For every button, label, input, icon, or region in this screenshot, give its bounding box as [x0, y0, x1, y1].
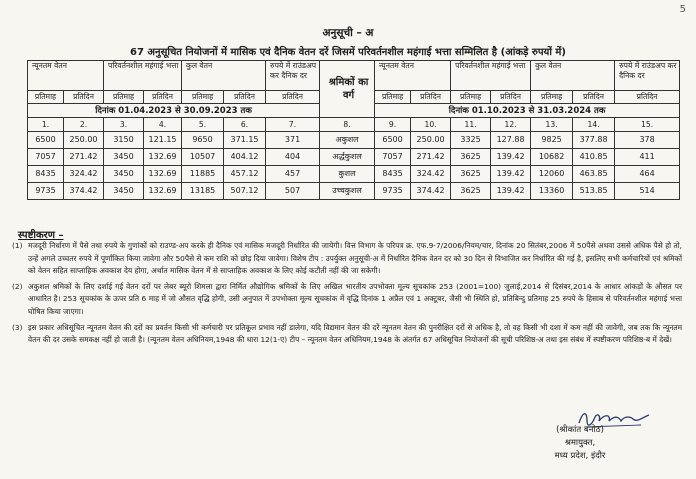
table-cell: 457 [266, 166, 320, 183]
column-number: 5. [182, 118, 224, 132]
header-roundup: रुपये में राउंडअप कर दैनिक दर [266, 61, 320, 91]
table-row [28, 132, 680, 149]
notes-list [12, 240, 682, 350]
signatory-designation: श्रमायुक्त, [564, 438, 596, 448]
column-number: 13. [531, 118, 573, 132]
note-item [12, 240, 682, 278]
table-cell: 378 [615, 132, 680, 149]
table-cell: 374.42 [411, 183, 451, 200]
table-cell: 404.12 [224, 149, 266, 166]
table-cell: 139.42 [491, 149, 531, 166]
header-min-wage: न्यूनतम वेतन [28, 61, 104, 91]
table-cell: 513.85 [573, 183, 615, 200]
period-second-half: दिनांक 01.10.2023 से 31.03.2024 तक [375, 104, 680, 118]
table-cell: 371.15 [224, 132, 266, 149]
table-cell: 411 [615, 149, 680, 166]
note-text: मजदूरी निर्धारण में पैसे तथा रुपये के गुणांकों को राउण्ड-अप करके ही दैनिक एवं मासिक मजदूरी निर्धारित की जायेगी। वित्त विभाग के परिपत्र क्र. एफ.9-7/2006/नियम/चार, दिनांक 20 सितंबर,2006 में 50पैसे अथवा उससे अधिक पैसे हो तो, उन्हें अगले उच्चतर रुपये में पूर्णांकित किया जावेगा और 50पैसे से कम राशि को छोड़ दिया जावेगा। विशेष टीप : उपर्युक्त अनुसूची-अ में निर्धारित दैनिक वेतन दर को 30 दिन से विभाजित कर निर्धारित की गई है, इसलिए सभी कर्मचारियों एवं श्रमिकों को वेतन सहित साप्ताहिक अवकाश देय होगा, अर्थात मासिक वेतन में से साप्ताहिक अवकाश के लिए कोई कटौती नहीं की जा सकेगी। [28, 241, 682, 276]
worker-category-cell: अर्द्धकुशल [320, 149, 375, 166]
table-cell: 374.42 [64, 183, 104, 200]
note-text: इस प्रकार अधिसूचित न्यूनतम वेतन की दरों का प्रवर्तन किसी भी कर्मचारी पर प्रतिकूल प्रभाव नहीं डालेगा, यदि विद्यमान वेतन की दरें न्यूनतम वेतन की पुनरीक्षित दरों से अधिक है, तो वह किसी भी दशा में कम नहीं की जावेगी, जब तक कि न्यूनतम वेतन की दर उसके समकक्ष नहीं हो जाती है। (न्यूनतम वेतन अधिनियम,1948 की धारा 12(1-ए) टीप – न्यूनतम वेतन अधिनियम,1948 के अंतर्गत 67 अधिसूचित नियोजनों की सूची परिशिष्ठ-अ तथा इस संबंध में स्पष्टीकरण परिशिष्ठ-ब में देखें। [28, 322, 682, 345]
table-cell: 324.42 [64, 166, 104, 183]
column-number: 2. [64, 118, 104, 132]
table-cell: 3450 [104, 166, 144, 183]
unit-per-month: प्रतिमाह [451, 91, 491, 104]
period-first-half: दिनांक 01.04.2023 से 30.09.2023 तक [28, 104, 320, 118]
unit-per-day: प्रतिदिन [411, 91, 451, 104]
table-cell: 7057 [375, 149, 411, 166]
table-cell: 9825 [531, 132, 573, 149]
table-row [28, 166, 680, 183]
column-number-row [28, 118, 680, 132]
table-cell: 271.42 [64, 149, 104, 166]
unit-per-month: प्रतिमाह [104, 91, 144, 104]
table-cell: 121.15 [144, 132, 182, 149]
schedule-subtitle: 67 अनुसूचित नियोजनों में मासिक एवं दैनिक वेतन दरें जिसमें परिवर्तनशील महंगाई भत्ता सम्मिलित है (आंकड़े रुपयों में) [130, 47, 566, 58]
wage-table-body [28, 132, 680, 200]
wage-table [27, 60, 680, 200]
note-number: (1) [12, 241, 23, 250]
column-number: 7. [266, 118, 320, 132]
unit-per-day: प्रतिदिन [64, 91, 104, 104]
header-total: कुल वेतन [182, 61, 266, 91]
unit-per-day: प्रतिदिन [491, 91, 531, 104]
unit-per-day: प्रतिदिन [615, 91, 680, 104]
table-cell: 250.00 [411, 132, 451, 149]
table-cell: 132.69 [144, 166, 182, 183]
column-number: 12. [491, 118, 531, 132]
table-cell: 139.42 [491, 166, 531, 183]
column-number: 4. [144, 118, 182, 132]
worker-category-cell: कुशल [320, 166, 375, 183]
table-cell: 6500 [28, 132, 64, 149]
table-cell: 132.69 [144, 183, 182, 200]
note-number: (2) [12, 281, 23, 291]
table-cell: 8435 [28, 166, 64, 183]
table-cell: 8435 [375, 166, 411, 183]
header-roundup-2: रुपये में राउंडअप कर दैनिक दर [615, 61, 680, 91]
signatory-block [470, 424, 690, 463]
table-cell: 6500 [375, 132, 411, 149]
table-cell: 250.00 [64, 132, 104, 149]
header-total-2: कुल वेतन [531, 61, 615, 91]
column-number: 10. [411, 118, 451, 132]
table-cell: 127.88 [491, 132, 531, 149]
table-cell: 3625 [451, 183, 491, 200]
table-cell: 371 [266, 132, 320, 149]
table-cell: 13360 [531, 183, 573, 200]
table-cell: 457.12 [224, 166, 266, 183]
table-cell: 271.42 [411, 149, 451, 166]
worker-category-cell: अकुशल [320, 132, 375, 149]
note-text: अकुशल श्रमिकों के लिए दर्शाई गई वेतन दरों पर लेबर ब्यूरो शिमला द्वारा निर्मित औद्योगिक श्रमिकों के लिए अखिल भारतीय उपभोक्ता मूल्य सूचकांक 253 (2001=100) जुलाई,2014 से दिसंबर,2014 के आधार आंकड़ों के औसत पर आधारित है। 253 सूचकांक के ऊपर प्रति 6 माह में जो औसत वृद्धि होगी, उसी अनुपात में उपभोक्ता मूल्य सूचकांक में वृद्धि दिनांक 1 अप्रैल एवं 1 अक्टूबर, जैसी भी स्थिति हो, प्रतिबिन्दु प्रतिमाह 25 रुपये के हिसाब से परिवर्तनशील महंगाई भत्ता घोषित किया जाएगा। [28, 281, 682, 316]
header-vda: परिवर्तनशील महंगाई भत्ता [104, 61, 182, 91]
table-cell: 9650 [182, 132, 224, 149]
column-number: 3. [104, 118, 144, 132]
table-cell: 3625 [451, 166, 491, 183]
table-cell: 377.88 [573, 132, 615, 149]
table-cell: 13185 [182, 183, 224, 200]
unit-per-day: प्रतिदिन [573, 91, 615, 104]
unit-per-day: प्रतिदिन [224, 91, 266, 104]
table-cell: 7057 [28, 149, 64, 166]
table-cell: 9735 [375, 183, 411, 200]
worker-category-cell: उच्चकुशल [320, 183, 375, 200]
table-cell: 410.85 [573, 149, 615, 166]
note-item [12, 281, 682, 319]
table-cell: 9735 [28, 183, 64, 200]
table-cell: 11885 [182, 166, 224, 183]
table-cell: 12060 [531, 166, 573, 183]
table-cell: 132.69 [144, 149, 182, 166]
unit-per-day: प्रतिदिन [266, 91, 320, 104]
column-number: 9. [375, 118, 411, 132]
unit-per-month: प्रतिमाह [182, 91, 224, 104]
table-cell: 3450 [104, 149, 144, 166]
table-cell: 507 [266, 183, 320, 200]
table-cell: 463.85 [573, 166, 615, 183]
table-cell: 10682 [531, 149, 573, 166]
column-number: 1. [28, 118, 64, 132]
table-row [28, 183, 680, 200]
table-cell: 3325 [451, 132, 491, 149]
header-vda-2: परिवर्तनशील महंगाई भत्ता [451, 61, 531, 91]
column-number: 15. [615, 118, 680, 132]
note-item [12, 322, 682, 347]
header-worker-category: श्रमिकों का वर्ग [320, 61, 375, 118]
notes-title: स्पष्टीकरण – [18, 230, 64, 241]
column-number: 6. [224, 118, 266, 132]
unit-per-month: प्रतिमाह [28, 91, 64, 104]
table-cell: 3625 [451, 149, 491, 166]
table-cell: 507.12 [224, 183, 266, 200]
column-number: 11. [451, 118, 491, 132]
schedule-title: अनुसूची – अ [322, 27, 374, 39]
signatory-office: मध्य प्रदेश, इंदौर [554, 451, 606, 461]
column-number: 8. [320, 118, 375, 132]
table-cell: 10507 [182, 149, 224, 166]
table-cell: 139.42 [491, 183, 531, 200]
signatory-name: (श्रीकांत बनोठ) [556, 425, 604, 435]
table-cell: 324.42 [411, 166, 451, 183]
table-cell: 3450 [104, 183, 144, 200]
header-min-wage-2: न्यूनतम वेतन [375, 61, 451, 91]
table-cell: 464 [615, 166, 680, 183]
page-number: 5 [679, 4, 686, 15]
table-row [28, 149, 680, 166]
unit-per-month: प्रतिमाह [531, 91, 573, 104]
table-cell: 3150 [104, 132, 144, 149]
unit-per-day: प्रतिदिन [144, 91, 182, 104]
table-cell: 514 [615, 183, 680, 200]
column-number: 14. [573, 118, 615, 132]
note-number: (3) [12, 322, 23, 332]
unit-per-month: प्रतिमाह [375, 91, 411, 104]
table-cell: 404 [266, 149, 320, 166]
